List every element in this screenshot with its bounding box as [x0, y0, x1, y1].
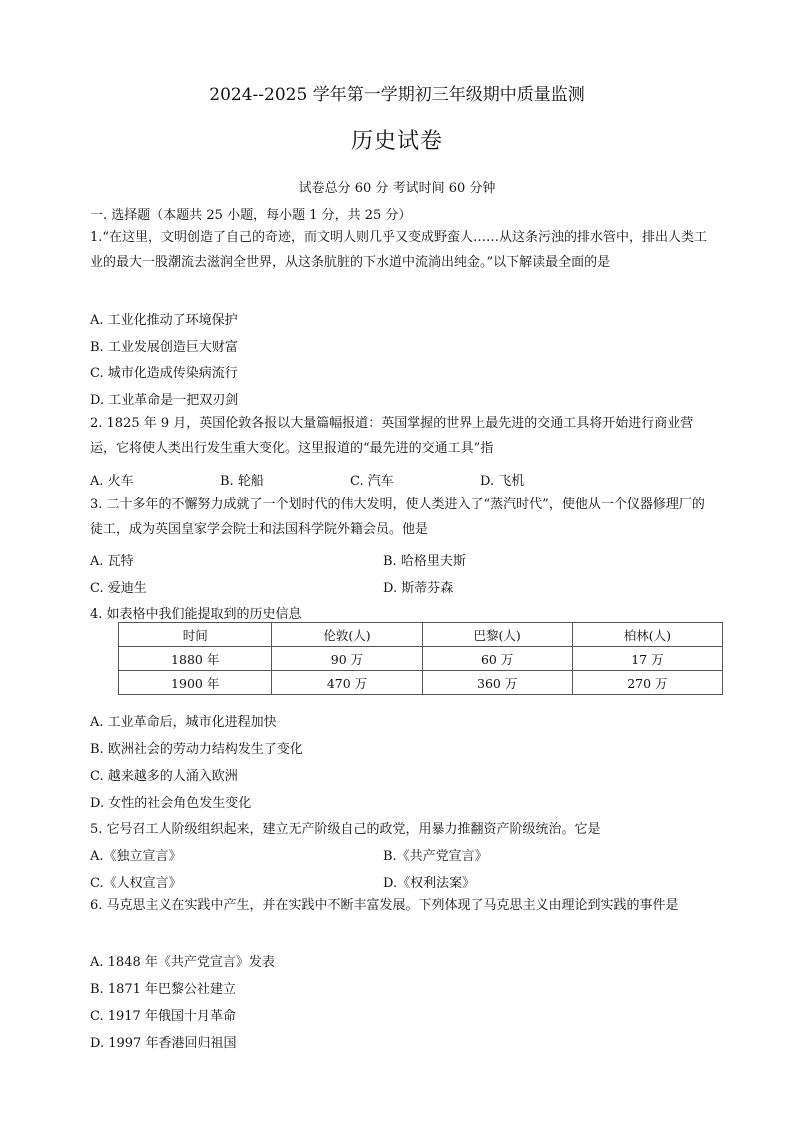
q1-option-a: A. 工业化推动了环境保护 [90, 313, 238, 328]
table-header-row [119, 623, 723, 647]
question-5-stem: 5. 它号召工人阶级组织起来，建立无产阶级自己的政党，用暴力推翻资产阶级统治。它是 [90, 822, 601, 837]
q4-option-b: B. 欧洲社会的劳动力结构发生了变化 [90, 742, 303, 757]
subject-title: 历史试卷 [350, 129, 443, 154]
exam-meta: 试卷总分 60 分 考试时间 60 分钟 [298, 181, 496, 196]
q3-option-b: B. 哈格里夫斯 [383, 554, 466, 569]
table-cell: 1880 年 [119, 647, 272, 671]
table-cell: 470 万 [272, 671, 422, 695]
table-row [119, 647, 723, 671]
q4-option-c: C. 越来越多的人涌入欧洲 [90, 769, 238, 784]
table-cell: 90 万 [272, 647, 422, 671]
q1-option-c: C. 城市化造成传染病流行 [90, 366, 238, 381]
table-header-cell: 巴黎(人) [422, 623, 572, 647]
table-header-cell: 柏林(人) [572, 623, 722, 647]
q2-option-c: C. 汽车 [350, 474, 394, 489]
q2-option-d: D. 飞机 [480, 474, 525, 489]
q2-options [90, 470, 610, 489]
q3-options-row1 [90, 550, 676, 569]
population-table [118, 622, 723, 695]
q3-option-c: C. 爱迪生 [90, 581, 147, 596]
table-cell: 360 万 [422, 671, 572, 695]
q4-option-a: A. 工业革命后，城市化进程加快 [90, 715, 277, 730]
table-cell: 270 万 [572, 671, 722, 695]
table-cell: 1900 年 [119, 671, 272, 695]
question-1-stem: 1.“在这里，文明创造了自己的奇迹，而文明人则几乎又变成野蛮人……从这条污浊的排水管中，排出人类工业的最大一股潮流去滋润全世界，从这条肮脏的下水道中流淌出纯金。”以下解读最全面的是 [90, 230, 708, 270]
table-header-cell: 时间 [119, 623, 272, 647]
q3-options-row2 [90, 577, 676, 596]
q3-option-a: A. 瓦特 [90, 554, 134, 569]
q1-option-d: D. 工业革命是一把双刃剑 [90, 393, 239, 408]
q2-option-b: B. 轮船 [220, 474, 264, 489]
q5-options-row1 [90, 845, 676, 864]
question-4-stem: 4. 如表格中我们能提取到的历史信息 [90, 607, 302, 622]
q5-option-a: A.《独立宣言》 [90, 849, 182, 864]
q5-option-d: D.《权利法案》 [383, 876, 476, 891]
exam-title: 2024--2025 学年第一学期初三年级期中质量监测 [209, 85, 585, 105]
q2-option-a: A. 火车 [90, 474, 134, 489]
q6-option-d: D. 1997 年香港回归祖国 [90, 1036, 237, 1051]
question-3-stem: 3. 二十多年的不懈努力成就了一个划时代的伟大发明，使人类进入了“蒸汽时代”，使他从一个仪器修理厂的徒工，成为英国皇家学会院士和法国科学院外籍会员。他是 [90, 497, 705, 537]
q5-options-row2 [90, 872, 676, 891]
question-6-stem: 6. 马克思主义在实践中产生，并在实践中不断丰富发展。下列体现了马克思主义由理论到实践的事件是 [90, 898, 679, 913]
q1-option-b: B. 工业发展创造巨大财富 [90, 340, 238, 355]
table-cell: 60 万 [422, 647, 572, 671]
q5-option-b: B.《共产党宣言》 [383, 849, 488, 864]
table-row [119, 671, 723, 695]
q6-option-a: A. 1848 年《共产党宣言》发表 [90, 955, 275, 970]
q4-option-d: D. 女性的社会角色发生变化 [90, 796, 252, 811]
q6-option-c: C. 1917 年俄国十月革命 [90, 1009, 236, 1024]
section-title: 一. 选择题（本题共 25 小题，每小题 1 分，共 25 分） [90, 208, 412, 223]
q6-option-b: B. 1871 年巴黎公社建立 [90, 982, 237, 997]
q3-option-d: D. 斯蒂芬森 [383, 581, 454, 596]
question-2-stem: 2. 1825 年 9 月，英国伦敦各报以大量篇幅报道：英国掌握的世界上最先进的交通工具将开始进行商业营运，它将使人类出行发生重大变化。这里报道的“最先进的交通工具”指 [90, 416, 694, 456]
table-cell: 17 万 [572, 647, 722, 671]
table-header-cell: 伦敦(人) [272, 623, 422, 647]
q5-option-c: C.《人权宣言》 [90, 876, 182, 891]
